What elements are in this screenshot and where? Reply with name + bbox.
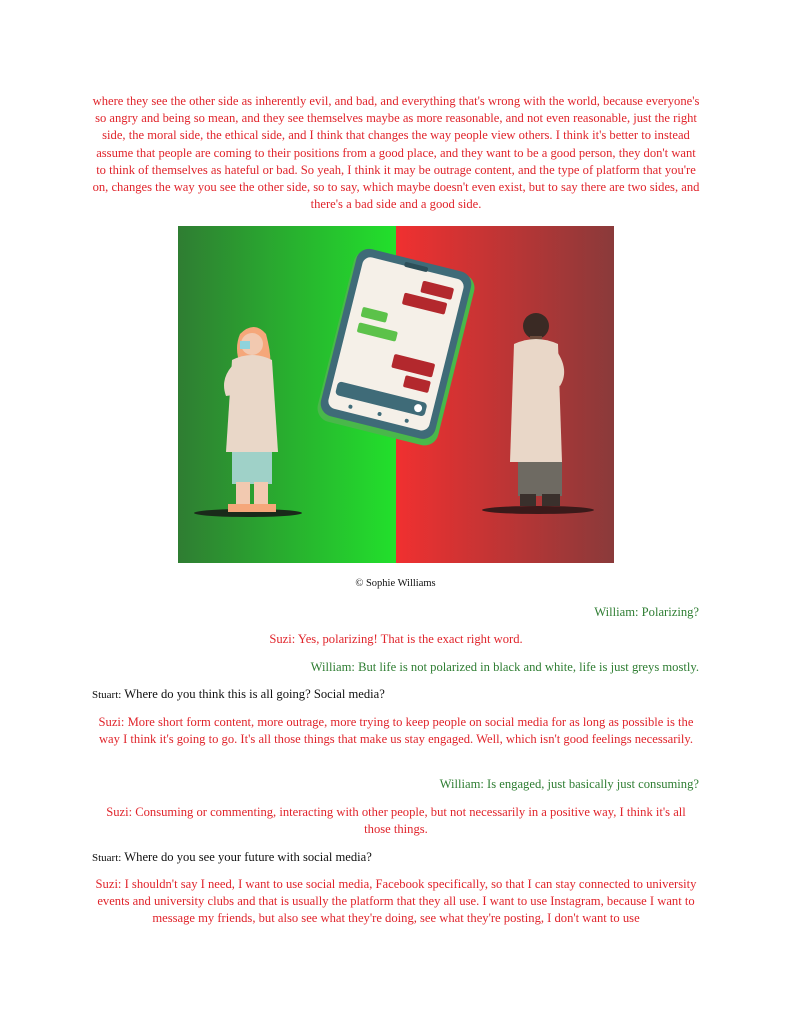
illustration-svg — [178, 226, 614, 563]
dialogue-line-stuart-1 — [92, 686, 700, 704]
dialogue-line-william-1: William: Polarizing? — [594, 605, 699, 619]
dialogue-line-suzi-4: Suzi: I shouldn't say I need, I want to use social media, Facebook specifically, so that I can stay connected to university events and university clubs and that is usually the platform that they all use. I want to use Instagram, because I want to message my friends, but also see what they're doing, see what they're posting, I don't want to use — [95, 877, 697, 926]
dialogue-line-william-3: William: Is engaged, just basically just consuming? — [439, 777, 699, 791]
speaker-label-stuart: Stuart: — [92, 689, 122, 701]
dialogue-line-stuart-2 — [92, 849, 700, 867]
stuart-question-text: Where do you see your future with social media? — [124, 850, 372, 864]
dialogue-line-suzi-3: Suzi: Consuming or commenting, interacting with other people, but not necessarily in a positive way, I think it's all those things. — [106, 805, 686, 837]
intro-paragraph: where they see the other side as inherently evil, and bad, and everything that's wrong with the world, because everyone's so angry and being so mean, and they see themselves maybe as more reasonable, and not even reasonable, just the right side, the moral side, the ethical side, and I think that changes the way people view others. I think it's better to instead assume that people are coming to their positions from a good place, and they want to be a good person, they don't want to think of themselves as hateful or bad. So yeah, I think it may be outrage content, and the type of platform that you're on, changes the way you see the other side, so to say, which maybe doesn't even exist, but to say there are two sides, and there's a bad side and a good side. — [92, 94, 700, 212]
dialogue-line-suzi-2: Suzi: More short form content, more outrage, more trying to keep people on social media for as long as possible is the way I think it's going to go. It's all those things that make us stay engaged. Well, which isn't good feelings necessarily. — [98, 715, 694, 747]
dialogue-line-william-2: William: But life is not polarized in black and white, life is just greys mostly. — [310, 660, 699, 674]
polarization-illustration — [178, 226, 614, 563]
dialogue-line-suzi-1: Suzi: Yes, polarizing! That is the exact right word. — [269, 632, 523, 646]
speaker-label-stuart: Stuart: — [92, 852, 122, 864]
stuart-question-text: Where do you think this is all going? Social media? — [124, 687, 385, 701]
figure-caption: © Sophie Williams — [355, 578, 436, 589]
